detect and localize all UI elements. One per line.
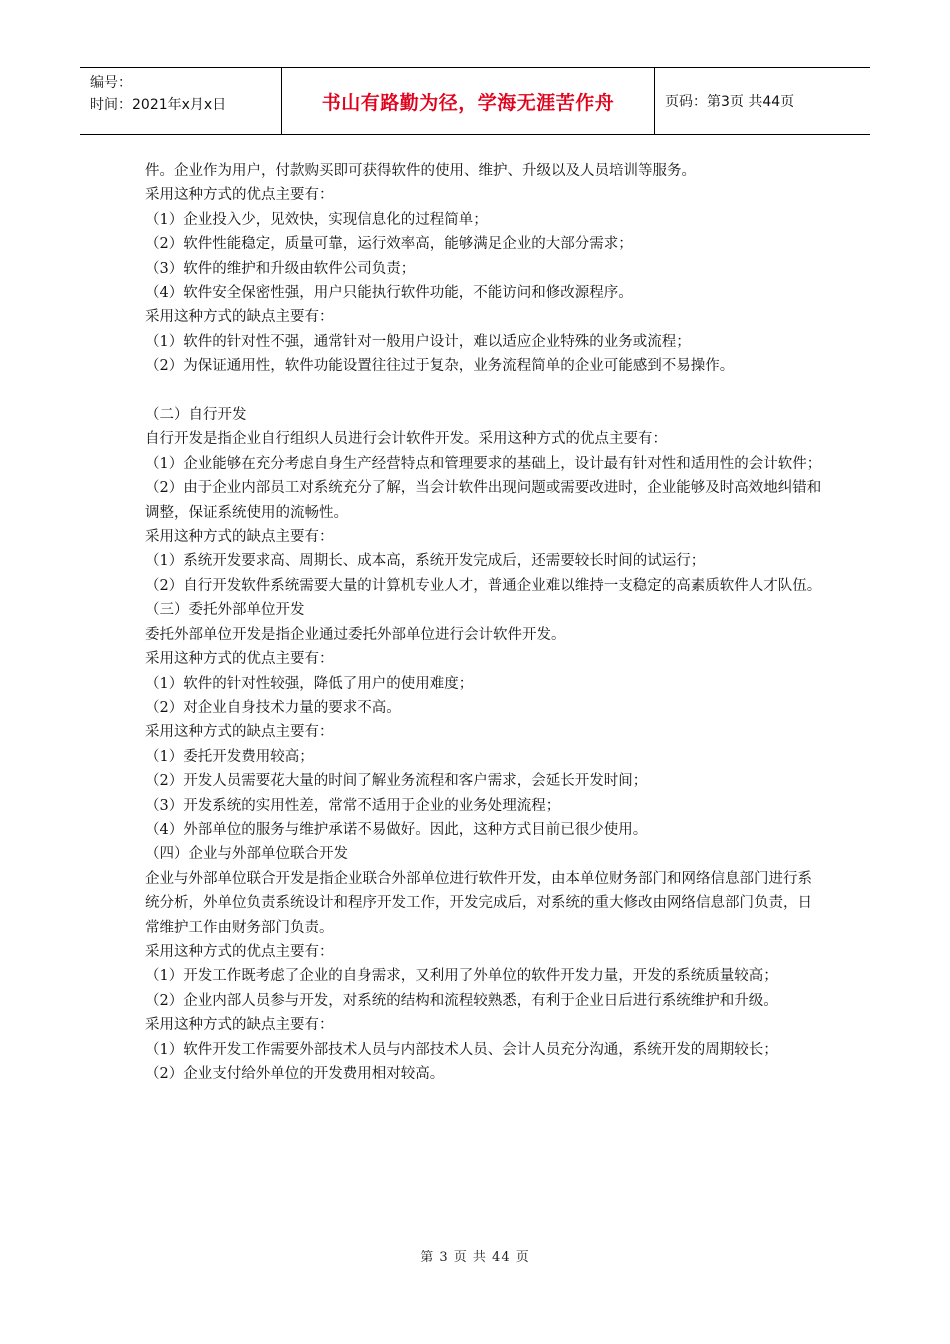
paragraph: （1）委托开发费用较高； bbox=[145, 748, 314, 765]
header-motto: 书山有路勤为径，学海无涯苦作舟 bbox=[282, 68, 655, 134]
paragraph: （1）软件的针对性较强，降低了用户的使用难度； bbox=[145, 675, 474, 692]
doc-number-label: 编号： bbox=[90, 75, 132, 91]
paragraph: （3）软件的维护和升级由软件公司负责； bbox=[145, 260, 416, 277]
header-page-info: 页码：第3页 共44页 bbox=[665, 94, 795, 110]
paragraph: （4）软件安全保密性强，用户只能执行软件功能，不能访问和修改源程序。 bbox=[145, 285, 633, 302]
paragraph: 采用这种方式的优点主要有： bbox=[145, 187, 334, 204]
paragraph: （三）委托外部单位开发 bbox=[145, 602, 305, 619]
paragraph: 采用这种方式的缺点主要有： bbox=[145, 309, 334, 326]
paragraph: （2）开发人员需要花大量的时间了解业务流程和客户需求，会延长开发时间； bbox=[145, 773, 648, 790]
paragraph: 采用这种方式的优点主要有： bbox=[145, 651, 334, 668]
document-body bbox=[145, 159, 825, 1086]
paragraph: （3）开发系统的实用性差，常常不适用于企业的业务处理流程； bbox=[145, 797, 561, 814]
page-header bbox=[80, 67, 870, 135]
paragraph: 件。企业作为用户，付款购买即可获得软件的使用、维护、升级以及人员培训等服务。 bbox=[145, 163, 696, 179]
paragraph: 委托外部单位开发是指企业通过委托外部单位进行会计软件开发。 bbox=[145, 626, 566, 643]
paragraph: （1）系统开发要求高、周期长、成本高，系统开发完成后，还需要较长时间的试运行； bbox=[145, 553, 706, 570]
paragraph: （2）对企业自身技术力量的要求不高。 bbox=[145, 699, 401, 716]
paragraph: （2）为保证通用性，软件功能设置往往过于复杂，业务流程简单的企业可能感到不易操作。 bbox=[145, 358, 735, 375]
paragraph: （二）自行开发 bbox=[145, 407, 247, 424]
paragraph: （1）软件开发工作需要外部技术人员与内部技术人员、会计人员充分沟通，系统开发的周期较长； bbox=[145, 1041, 778, 1058]
paragraph: （1）软件的针对性不强，通常针对一般用户设计，难以适应企业特殊的业务或流程； bbox=[145, 333, 691, 350]
paragraph: （1）开发工作既考虑了企业的自身需求，又利用了外单位的软件开发力量，开发的系统质量较高； bbox=[145, 968, 778, 985]
paragraph: （2）企业支付给外单位的开发费用相对较高。 bbox=[145, 1066, 445, 1083]
doc-time-label: 时间：2021年x月x日 bbox=[90, 97, 227, 113]
paragraph: （2）企业内部人员参与开发，对系统的结构和流程较熟悉，有利于企业日后进行系统维护和升级。 bbox=[145, 992, 778, 1009]
blank-line bbox=[145, 379, 825, 403]
paragraph: 采用这种方式的缺点主要有： bbox=[145, 724, 334, 741]
paragraph: （1）企业投入少，见效快，实现信息化的过程简单； bbox=[145, 211, 488, 228]
paragraph: 采用这种方式的优点主要有： bbox=[145, 943, 334, 960]
paragraph: （2）软件性能稳定，质量可靠，运行效率高，能够满足企业的大部分需求； bbox=[145, 236, 633, 253]
paragraph: 自行开发是指企业自行组织人员进行会计软件开发。采用这种方式的优点主要有： bbox=[145, 431, 667, 448]
paragraph: （4）外部单位的服务与维护承诺不易做好。因此，这种方式目前已很少使用。 bbox=[145, 821, 648, 838]
paragraph: 企业与外部单位联合开发是指企业联合外部单位进行软件开发，由本单位财务部门和网络信息部门进行系统分析，外单位负责系统设计和程序开发工作，开发完成后，对系统的重大修改由网络信息部门负责，日常维护工作由财务部门负责。 bbox=[145, 870, 812, 936]
paragraph: 采用这种方式的缺点主要有： bbox=[145, 1017, 334, 1034]
paragraph: （2）由于企业内部员工对系统充分了解，当会计软件出现问题或需要改进时，企业能够及时高效地纠错和调整，保证系统使用的流畅性。 bbox=[145, 480, 822, 521]
paragraph: （2）自行开发软件系统需要大量的计算机专业人才，普通企业难以维持一支稳定的高素质软件人才队伍。 bbox=[145, 577, 822, 594]
paragraph: （1）企业能够在充分考虑自身生产经营特点和管理要求的基础上，设计最有针对性和适用性的会计软件； bbox=[145, 455, 822, 472]
paragraph: 采用这种方式的缺点主要有： bbox=[145, 529, 334, 546]
paragraph: （四）企业与外部单位联合开发 bbox=[145, 846, 348, 863]
header-meta bbox=[80, 68, 282, 134]
page-footer: 第 3 页 共 44 页 bbox=[420, 1250, 530, 1265]
